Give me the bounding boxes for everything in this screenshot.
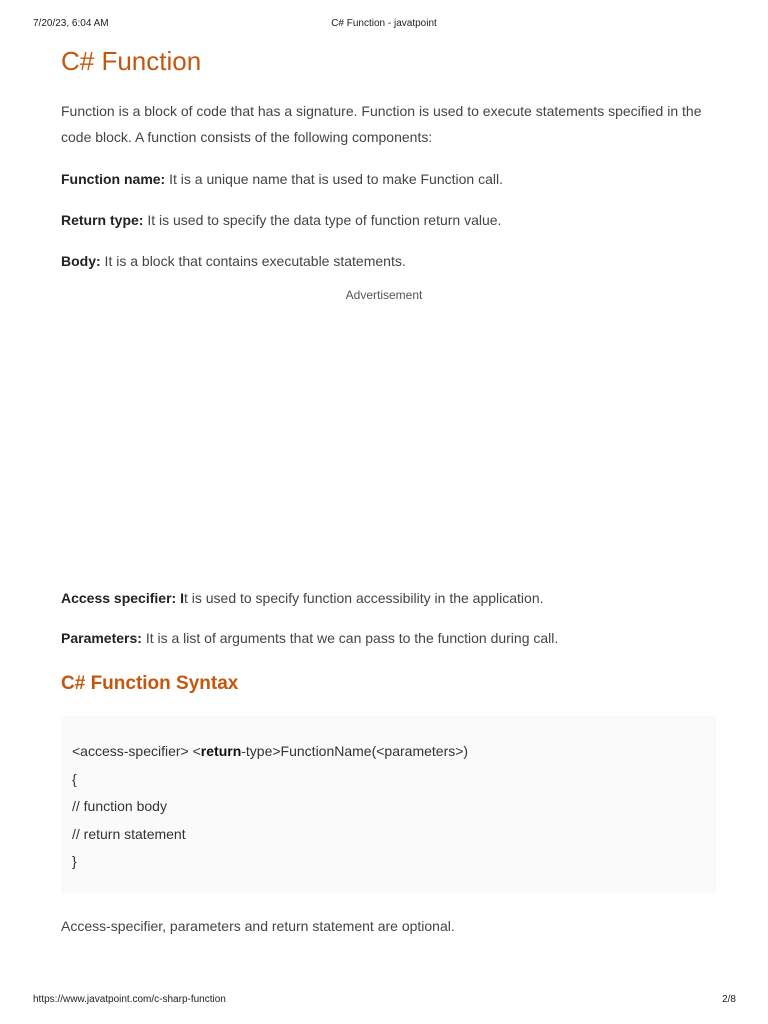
component-description: It is a block that contains executable statements. [100, 253, 406, 269]
component-parameters [61, 625, 721, 651]
code-line-comment-return: // return statement [72, 825, 186, 842]
advertisement-slot [61, 310, 716, 570]
code-keyword: return [200, 743, 242, 759]
advertisement-label: Advertisement [345, 288, 423, 302]
print-footer [0, 994, 768, 1008]
code-text: -type>FunctionName(<parameters>) [241, 743, 469, 759]
code-line-close-brace: } [72, 853, 77, 869]
print-doc-title: C# Function - javatpoint [331, 18, 437, 29]
code-line-signature [72, 738, 716, 766]
page-indicator: 2/8 [722, 994, 736, 1005]
component-body [61, 248, 721, 274]
component-term: Function name: [61, 171, 166, 187]
intro-paragraph: Function is a block of code that has a signature. Function is used to execute statements specified in the code block. A function consists of the following components: [61, 103, 702, 145]
code-text: <access-specifier> < [72, 743, 201, 759]
component-return-type [61, 207, 721, 233]
component-term: Return type: [61, 212, 144, 228]
page-title: C# Function [61, 46, 202, 76]
component-description: It is a unique name that is used to make Function call. [165, 171, 503, 187]
code-line-open-brace: { [72, 770, 77, 787]
closing-note: Access-specifier, parameters and return statement are optional. [61, 918, 455, 934]
component-term: Parameters: [61, 630, 146, 646]
print-header [0, 18, 768, 32]
print-url: https://www.javatpoint.com/c-sharp-function [33, 994, 226, 1005]
code-line-comment-body: // function body [72, 798, 167, 814]
syntax-heading: C# Function Syntax [61, 673, 239, 694]
print-datetime: 7/20/23, 6:04 AM [33, 18, 109, 29]
component-description: t is used to specify function accessibility in the application. [183, 590, 544, 606]
component-term: Access specifier: I [61, 590, 184, 606]
component-description: It is a list of arguments that we can pass to the function during call. [145, 630, 559, 646]
component-access-specifier [61, 585, 721, 611]
syntax-code-block [61, 716, 716, 894]
component-description: It is used to specify the data type of function return value. [143, 212, 502, 228]
component-term: Body: [61, 253, 101, 269]
component-function-name [61, 166, 721, 192]
